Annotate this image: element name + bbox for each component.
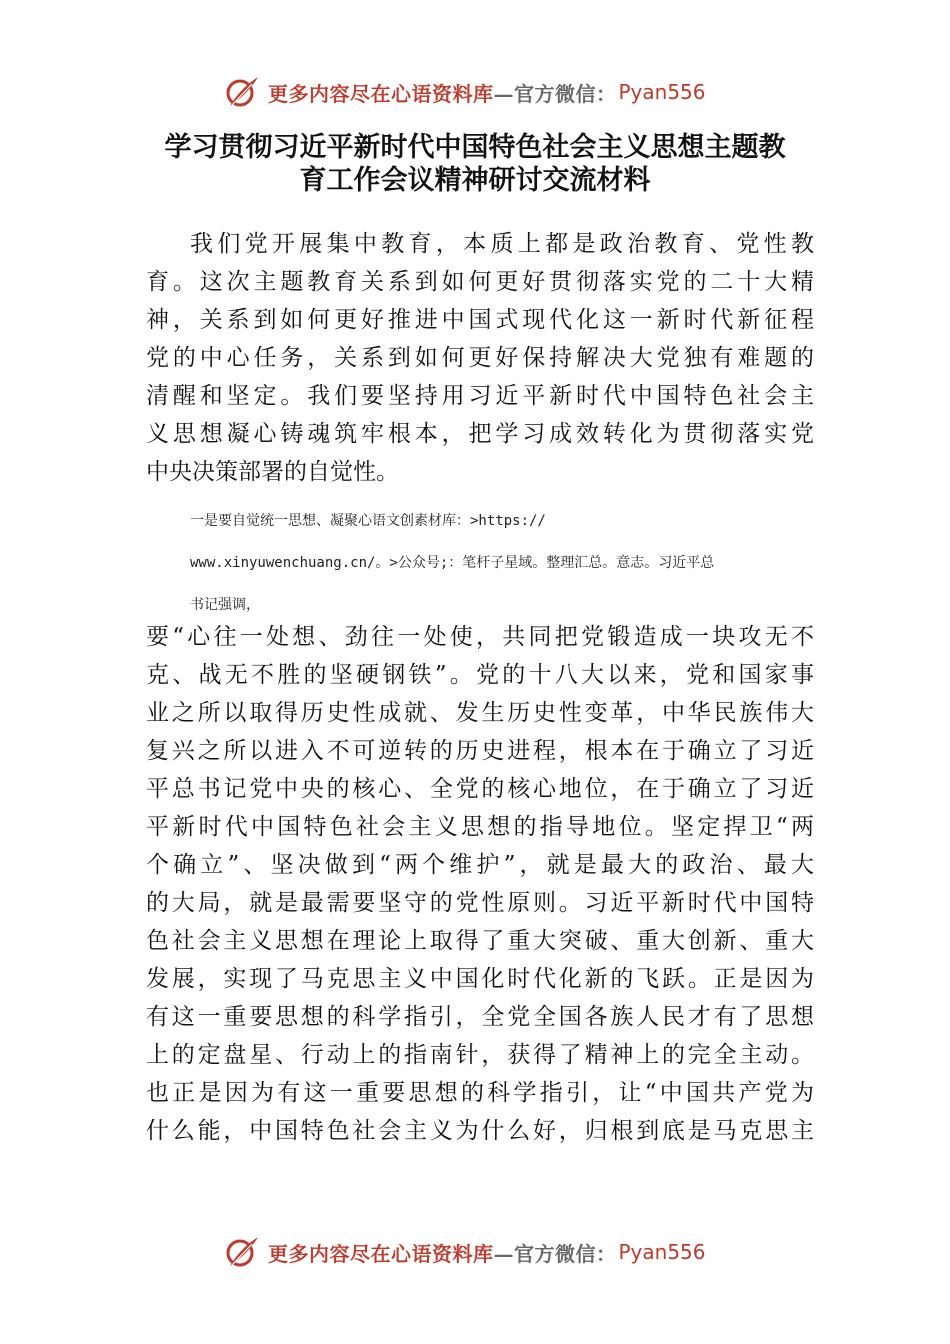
title-line: 育工作会议精神研讨交流材料 <box>299 165 651 196</box>
banner-separator: —官方微信： <box>493 1241 617 1266</box>
document-title <box>130 131 820 197</box>
inserted-note-line: 一是要自觉统一思想、凝聚心语文创素材库：>https:// <box>190 513 546 529</box>
inserted-note-line: www.xinyuwenchuang.cn/。>公众号;：笔杆子星域。整理汇总。意志。习近平总 <box>190 555 715 571</box>
paragraph-line: 清醒和坚定。我们要坚持用习近平新时代中国特色社会主 <box>146 383 814 409</box>
paragraph-line: 的大局，就是最需要坚守的党性原则。习近平新时代中国特 <box>146 890 814 916</box>
inserted-note-line: 书记强调， <box>190 597 260 613</box>
banner-wechat-id: Pyan556 <box>618 1240 706 1264</box>
header-banner <box>222 72 706 112</box>
paragraph-line: 也正是因为有这一重要思想的科学指引，让“中国共产党为 <box>146 1080 814 1106</box>
paragraph-line: 神，关系到如何更好推进中国式现代化这一新时代新征程 <box>146 307 814 333</box>
paragraph-line: 育。这次主题教育关系到如何更好贯彻落实党的二十大精 <box>146 269 814 295</box>
paragraph-line: 有这一重要思想的科学指引，全党全国各族人民才有了思想 <box>146 1004 814 1030</box>
paragraph-line: 克、战无不胜的坚硬钢铁”。党的十八大以来，党和国家事 <box>146 662 814 688</box>
paragraph-line: 平总书记党中央的核心、全党的核心地位，在于确立了习近 <box>146 776 814 802</box>
paragraph-line: 平新时代中国特色社会主义思想的指导地位。坚定捍卫“两 <box>146 814 814 840</box>
paragraph-line: 业之所以取得历史性成就、发生历史性变革，中华民族伟大 <box>146 700 814 726</box>
paragraph-line: 上的定盘星、行动上的指南针，获得了精神上的完全主动。 <box>146 1042 814 1068</box>
quill-logo-icon <box>222 1232 262 1272</box>
banner-brand: 更多内容尽在心语资料库 <box>268 1241 494 1266</box>
paragraph-line: 我们党开展集中教育，本质上都是政治教育、党性教 <box>190 231 814 257</box>
paragraph-line: 个确立”、坚决做到“两个维护”，就是最大的政治、最大 <box>146 852 814 878</box>
paragraph-line: 什么能，中国特色社会主义为什么好，归根到底是马克思主 <box>146 1118 814 1144</box>
paragraph-line: 党的中心任务，关系到如何更好保持解决大党独有难题的 <box>146 345 814 371</box>
banner-separator: —官方微信： <box>493 81 617 106</box>
paragraph-line: 色社会主义思想在理论上取得了重大突破、重大创新、重大 <box>146 928 814 954</box>
title-line: 学习贯彻习近平新时代中国特色社会主义思想主题教 <box>164 132 786 163</box>
quill-logo-icon <box>222 72 262 112</box>
paragraph-line: 要“心往一处想、劲往一处使，共同把党锻造成一块攻无不 <box>146 624 814 650</box>
banner-wechat-id: Pyan556 <box>618 80 706 104</box>
paragraph-line: 发展，实现了马克思主义中国化时代化新的飞跃。正是因为 <box>146 966 814 992</box>
paragraph-line: 中央决策部署的自觉性。 <box>146 459 399 485</box>
paragraph-line: 义思想凝心铸魂筑牢根本，把学习成效转化为贯彻落实党 <box>146 421 814 447</box>
paragraph-line: 复兴之所以进入不可逆转的历史进程，根本在于确立了习近 <box>146 738 814 764</box>
banner-brand: 更多内容尽在心语资料库 <box>268 81 494 106</box>
footer-banner <box>222 1232 706 1272</box>
